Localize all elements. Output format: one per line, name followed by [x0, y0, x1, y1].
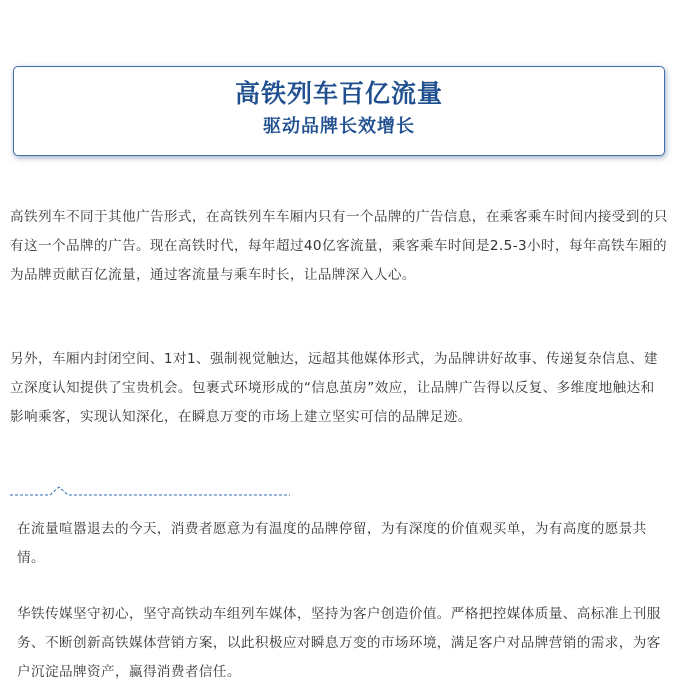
paragraph-company: 华铁传媒坚守初心，坚守高铁动车组列车媒体，坚持为客户创造价值。严格把控媒体质量、高标准上刊服务、不断创新高铁媒体营销方案，以此积极应对瞬息万变的市场环境，满足客户对品牌营销的需求，为客户沉淀品牌资产，赢得消费者信任。	[17, 606, 661, 680]
dashed-divider-icon	[10, 484, 290, 500]
paragraph-consumers: 在流量喧嚣退去的今天，消费者愿意为有温度的品牌停留，为有深度的价值观买单，为有高度的愿景共情。	[17, 521, 647, 566]
page-subtitle: 驱动品牌长效增长	[263, 116, 415, 137]
paragraph-intro: 高铁列车不同于其他广告形式，在高铁列车车厢内只有一个品牌的广告信息，在乘客乘车时间内接受到的只有这一个品牌的广告。现在高铁时代，每年超过40亿客流量，乘客乘车时间是2.5-3小时，每年高铁车厢的为品牌贡献百亿流量，通过客流量与乘车时长，让品牌深入人心。	[10, 209, 668, 283]
page-title: 高铁列车百亿流量	[234, 79, 443, 108]
paragraph-environment: 另外，车厢内封闭空间、1对1、强制视觉触达，远超其他媒体形式，为品牌讲好故事、传递复杂信息、建立深度认知提供了宝贵机会。包裹式环境形成的“信息茧房”效应，让品牌广告得以反复、多维度地触达和影响乘客，实现认知深化，在瞬息万变的市场上建立坚实可信的品牌足迹。	[10, 351, 658, 425]
title-card	[13, 66, 665, 156]
